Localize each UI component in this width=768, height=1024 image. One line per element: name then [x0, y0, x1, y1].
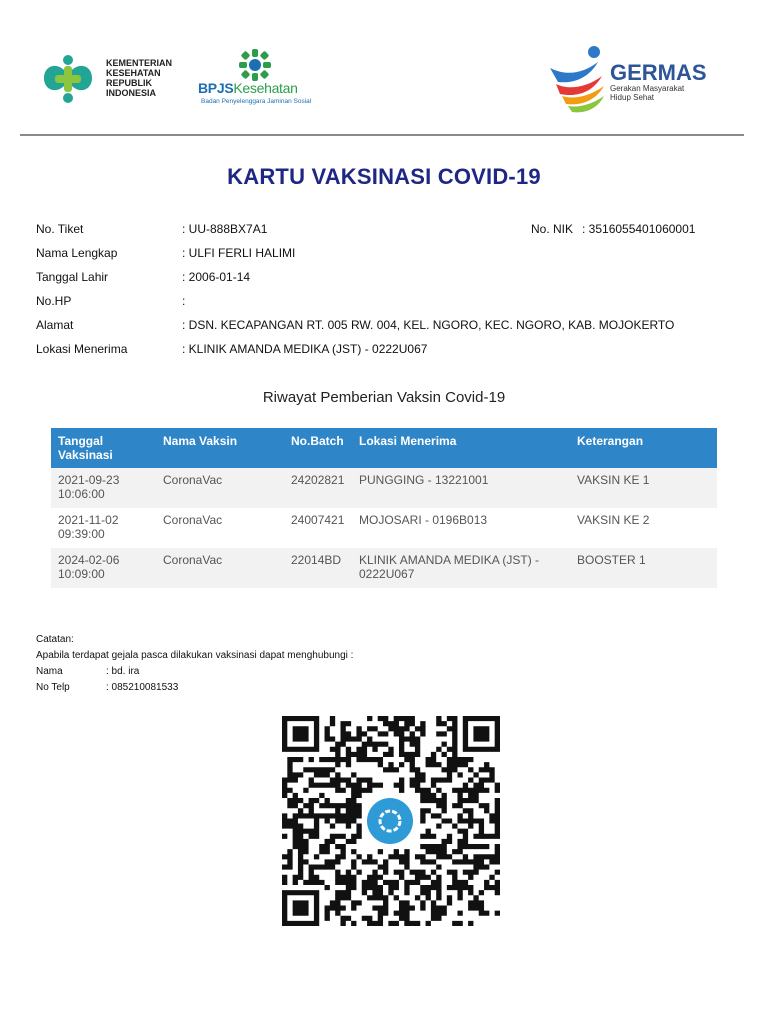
- location-cell: KLINIK AMANDA MEDIKA (JST) - 0222U067: [352, 548, 570, 588]
- qr-center-badge: [367, 798, 413, 844]
- date-cell: [51, 508, 156, 548]
- vaccination-history-table: [51, 428, 717, 588]
- contact-name-value: : bd. ira: [106, 666, 140, 677]
- contact-name-row: [36, 664, 353, 680]
- notes-section: [36, 632, 353, 696]
- contact-phone-label: No Telp: [36, 682, 70, 693]
- germas-subtitle: [610, 84, 684, 102]
- note-cell: VAKSIN KE 2: [570, 508, 717, 548]
- nik-value: : 3516055401060001: [582, 222, 696, 236]
- dob-label: Tanggal Lahir: [36, 270, 109, 284]
- kemenkes-line: KEMENTERIAN: [106, 58, 173, 68]
- kemenkes-emblem-icon: [36, 52, 100, 108]
- header: [0, 0, 768, 136]
- info-row-ticket: [36, 222, 736, 246]
- kemenkes-logo: [36, 52, 186, 108]
- germas-title: GERMAS: [610, 60, 707, 85]
- table-row: [51, 548, 717, 588]
- time-value: 10:09:00: [58, 567, 105, 581]
- bpjs-emblem-icon: [238, 48, 272, 82]
- table-row: [51, 508, 717, 548]
- address-value: : DSN. KECAPANGAN RT. 005 RW. 004, KEL. NGORO, KEC. NGORO, KAB. MOJOKERTO: [182, 318, 675, 332]
- info-row-location: [36, 342, 736, 366]
- qr-code-image: [282, 716, 500, 926]
- date-value: 2024-02-06: [58, 553, 120, 567]
- table-header-row: [51, 428, 717, 468]
- hp-value: :: [182, 294, 186, 308]
- location-cell: MOJOSARI - 0196B013: [352, 508, 570, 548]
- batch-cell: 24007421: [284, 508, 352, 548]
- dob-value: : 2006-01-14: [182, 270, 251, 284]
- qr-finder-pattern: [282, 890, 319, 926]
- vaccine-cell: CoronaVac: [156, 508, 284, 548]
- table-row: [51, 468, 717, 508]
- info-row-name: [36, 246, 736, 270]
- history-subtitle: Riwayat Pemberian Vaksin Covid-19: [262, 389, 506, 406]
- kemenkes-line: INDONESIA: [106, 88, 157, 98]
- date-value: 2021-09-23: [58, 473, 120, 487]
- germas-emblem-icon: [546, 40, 612, 116]
- location-value: : KLINIK AMANDA MEDIKA (JST) - 0222U067: [182, 342, 428, 356]
- bpjs-name-b: Kesehatan: [233, 80, 298, 96]
- kemenkes-line: REPUBLIK: [106, 78, 153, 88]
- notes-text: Apabila terdapat gejala pasca dilakukan vaksinasi dapat menghubungi :: [36, 650, 354, 661]
- date-value: 2021-11-02: [58, 513, 119, 527]
- bpjs-name-a: BPJS: [198, 80, 234, 96]
- vaccine-cell: CoronaVac: [156, 548, 284, 588]
- info-row-dob: [36, 270, 736, 294]
- nik-label: No. NIK: [531, 222, 574, 236]
- name-label: Nama Lengkap: [36, 246, 118, 260]
- bpjs-name: [198, 80, 298, 96]
- batch-cell: 22014BD: [284, 548, 352, 588]
- time-value: 10:06:00: [58, 487, 105, 501]
- column-header: Lokasi Menerima: [352, 428, 570, 468]
- germas-sub-line: Gerakan Masyarakat: [610, 84, 685, 93]
- column-header: Keterangan: [570, 428, 717, 468]
- bpjs-logo: [188, 40, 324, 118]
- contact-phone-row: [36, 680, 353, 696]
- time-value: 09:39:00: [58, 527, 105, 541]
- date-cell: [51, 468, 156, 508]
- location-cell: PUNGGING - 13221001: [352, 468, 570, 508]
- ticket-label: No. Tiket: [36, 222, 84, 236]
- kemenkes-text: [106, 58, 172, 98]
- hp-label: No.HP: [36, 294, 72, 308]
- personal-info: [36, 222, 736, 366]
- date-cell: [51, 548, 156, 588]
- qr-finder-pattern: [282, 716, 319, 752]
- column-header: Nama Vaksin: [156, 428, 284, 468]
- info-row-address: [36, 318, 736, 342]
- column-header: No.Batch: [284, 428, 352, 468]
- header-divider: [20, 134, 744, 136]
- info-row-hp: [36, 294, 736, 318]
- vaccine-cell: CoronaVac: [156, 468, 284, 508]
- location-label: Lokasi Menerima: [36, 342, 128, 356]
- page-title: KARTU VAKSINASI COVID-19: [227, 164, 541, 189]
- contact-phone-value: : 085210081533: [106, 682, 179, 693]
- address-label: Alamat: [36, 318, 74, 332]
- batch-cell: 24202821: [284, 468, 352, 508]
- germas-sub-line: Hidup Sehat: [610, 93, 655, 102]
- qr-code: [282, 716, 500, 926]
- qr-finder-pattern: [463, 716, 500, 752]
- germas-logo: [546, 40, 716, 116]
- note-cell: BOOSTER 1: [570, 548, 717, 588]
- column-header: Tanggal Vaksinasi: [51, 428, 156, 468]
- kemenkes-line: KESEHATAN: [106, 68, 161, 78]
- ticket-value: : UU-888BX7A1: [182, 222, 268, 236]
- bpjs-subtitle: Badan Penyelenggara Jaminan Sosial: [201, 98, 312, 105]
- contact-name-label: Nama: [36, 666, 63, 677]
- note-cell: VAKSIN KE 1: [570, 468, 717, 508]
- name-value: : ULFI FERLI HALIMI: [182, 246, 296, 260]
- notes-heading: Catatan:: [36, 634, 74, 645]
